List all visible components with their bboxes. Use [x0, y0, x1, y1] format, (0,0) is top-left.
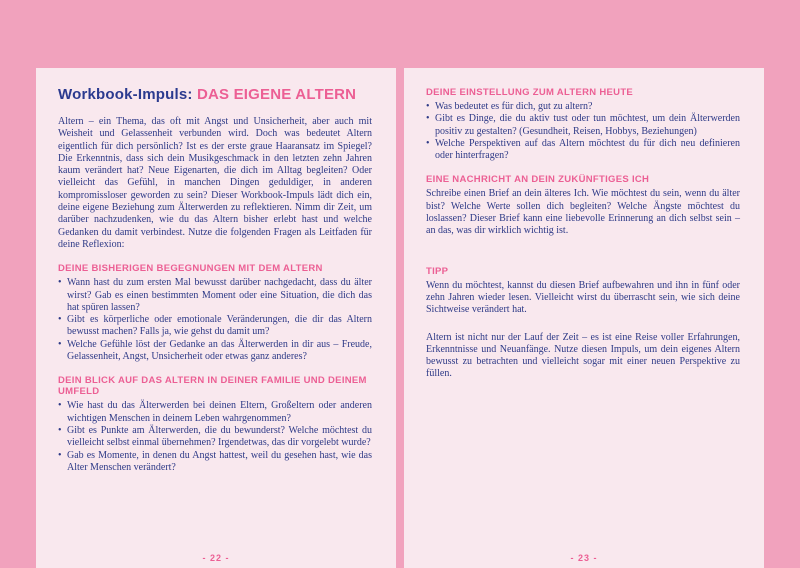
bullet-list-familie [58, 400, 372, 474]
section-heading-tipp: TIPP [426, 265, 449, 277]
outro-paragraph: Altern ist nicht nur der Lauf der Zeit – es ist eine Reise voller Erfahrungen, Erkenntnisse und Neuanfänge. Nutze diesen Impuls, um dein eigenes Altern bewusst zu betrachten und vielleicht sogar mit einer neuen Perspektive zu füllen. [426, 331, 740, 380]
bullet-item: • Gibt es Dinge, die du aktiv tust oder tun möchtest, um dein Älterwerden positiv zu gestalten? (Gesundheit, Reisen, Hobbys, Beziehungen) [426, 113, 740, 138]
title-main: Workbook-Impuls: [58, 86, 197, 103]
bullet-item: • Was bedeutet es für dich, gut zu altern? [426, 101, 740, 113]
page-number-right: - 23 - [570, 553, 598, 563]
bullet-item: • Welche Gefühle löst der Gedanke an das Älterwerden in dir aus – Freude, Gelassenheit, Angst, Unsicherheit oder etwas ganz anderes? [58, 339, 372, 364]
intro-paragraph: Altern – ein Thema, das oft mit Angst und Unsicherheit, aber auch mit Weisheit und Gelassenheit verbunden wird. Doch was bedeutet Altern eigentlich für dich persönlich? Ist es der erste graue Haaransatz im Spiegel? Die Erkenntnis, dass sich dein Musikgeschmack in den letzten zehn Jahren kaum verändert hat? Neue Eigenarten, die dich im Alltag begleiten? Oder vielleicht das Gefühl, in manchen Dingen geduldiger, in anderen kompromissloser geworden zu sein? Dieser Workbook-Impuls lädt dich ein, deine eigene Beziehung zum Älterwerden zu reflektieren. Nimm dir Zeit, um darüber nachzudenken, wie du das Altern bisher erlebt hast und welche Gedanken du damit verbindest. Nutze die folgenden Fragen als Leitfaden für deine Reflexion: [58, 116, 372, 250]
tipp-paragraph: Wenn du möchtest, kannst du diesen Brief aufbewahren und ihn in fünf oder zehn Jahren wieder lesen. Vielleicht wirst du überrascht sein, wie sich deine Sichtweise verändert hat. [426, 279, 740, 316]
bullet-item: • Gibt es körperliche oder emotionale Veränderungen, die dir das Altern bewusst machen? Falls ja, wie gehst du damit um? [58, 314, 372, 339]
left-page [36, 68, 396, 568]
title-accent: DAS EIGENE ALTERN [196, 86, 357, 103]
right-page [404, 68, 764, 568]
bullet-item: • Wie hast du das Älterwerden bei deinen Eltern, Großeltern oder anderen wichtigen Menschen in deinem Leben wahrgenommen? [58, 400, 372, 425]
bullet-item: • Wann hast du zum ersten Mal bewusst darüber nachgedacht, dass du älter wirst? Gab es einen bestimmten Moment oder eine Situation, die dich das hat spüren lassen? [58, 277, 372, 314]
bullet-item: • Gibt es Punkte am Älterwerden, die du bewunderst? Welche möchtest du vielleicht selbst einmal übernehmen? Irgendetwas, das dir vorgelebt wurde? [58, 425, 372, 450]
bullet-item: • Welche Perspektiven auf das Altern möchtest du für dich neu definieren oder hinterfragen? [426, 138, 740, 163]
section-heading-familie: DEIN BLICK AUF DAS ALTERN IN DEINER FAMILIE UND DEINEM UMFELD [58, 375, 367, 398]
bullet-item: • Gab es Momente, in denen du Angst hattest, weil du gesehen hast, wie das Alter Menschen verändert? [58, 450, 372, 475]
section-heading-nachricht: EINE NACHRICHT AN DEIN ZUKÜNFTIGES ICH [426, 174, 650, 186]
page-title [58, 86, 372, 103]
nachricht-paragraph: Schreibe einen Brief an dein älteres Ich. Wie möchtest du sein, wenn du älter bist? Welche Werte sollen dich begleiten? Welche Ängste möchtest du loslassen? Dieser Brief kann eine liebevolle Erinnerung an dich selbst sein – an das, was dir wirklich wichtig ist. [426, 188, 740, 237]
bullet-list-einstellung [426, 101, 740, 162]
section-heading-begegnungen: DEINE BISHERIGEN BEGEGNUNGEN MIT DEM ALTERN [58, 263, 323, 275]
section-heading-einstellung: DEINE EINSTELLUNG ZUM ALTERN HEUTE [426, 87, 634, 98]
bullet-list-begegnungen [58, 277, 372, 363]
page-number-left: - 22 - [202, 553, 230, 563]
